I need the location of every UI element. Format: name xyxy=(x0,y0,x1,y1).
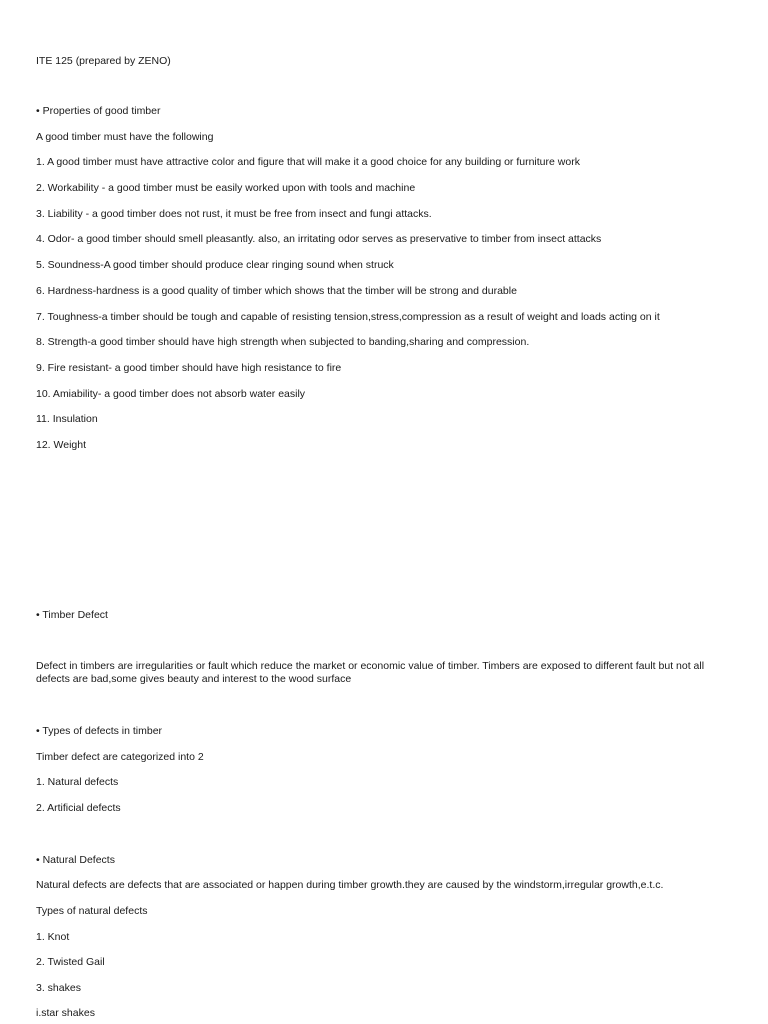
list-item: i.star shakes xyxy=(36,1007,95,1019)
types-intro: Timber defect are categorized into 2 xyxy=(36,751,204,763)
types-heading: • Types of defects in timber xyxy=(36,725,163,737)
document-header: ITE 125 (prepared by ZENO) xyxy=(36,55,171,67)
list-item: 1. Knot xyxy=(36,931,70,943)
list-item: 2. Workability - a good timber must be easily worked upon with tools and machine xyxy=(36,182,416,194)
list-item: 4. Odor- a good timber should smell pleasantly. also, an irritating odor serves as preservative to timber from insect attacks xyxy=(36,233,602,245)
natural-subheading: Types of natural defects xyxy=(36,905,148,917)
list-item: 1. Natural defects xyxy=(36,776,119,788)
list-item: 10. Amiability- a good timber does not absorb water easily xyxy=(36,388,306,400)
natural-heading: • Natural Defects xyxy=(36,854,115,866)
properties-intro: A good timber must have the following xyxy=(36,131,214,143)
natural-paragraph: Natural defects are defects that are associated or happen during timber growth.they are caused by the windstorm,irregular growth,e.t.c. xyxy=(36,879,664,891)
list-item: 6. Hardness-hardness is a good quality of timber which shows that the timber will be strong and durable xyxy=(36,285,517,297)
list-item: 1. A good timber must have attractive color and figure that will make it a good choice for any building or furniture work xyxy=(36,156,580,168)
list-item: 3. Liability - a good timber does not rust, it must be free from insect and fungi attacks. xyxy=(36,208,432,220)
defect-paragraph: Defect in timbers are irregularities or fault which reduce the market or economic value of timber. Timbers are exposed to different fault but not all defects are bad,some gives beauty and interest to the wood surface xyxy=(36,660,705,685)
list-item: 2. Artificial defects xyxy=(36,802,121,814)
list-item: 7. Toughness-a timber should be tough and capable of resisting tension,stress,compression as a result of weight and loads acting on it xyxy=(36,311,660,323)
list-item: 11. Insulation xyxy=(36,413,98,425)
list-item: 3. shakes xyxy=(36,982,81,994)
defect-heading: • Timber Defect xyxy=(36,609,108,621)
list-item: 8. Strength-a good timber should have high strength when subjected to banding,sharing and compression. xyxy=(36,336,530,348)
properties-heading: • Properties of good timber xyxy=(36,105,161,117)
list-item: 5. Soundness-A good timber should produce clear ringing sound when struck xyxy=(36,259,394,271)
list-item: 12. Weight xyxy=(36,439,87,451)
list-item: 2. Twisted Gail xyxy=(36,956,105,968)
list-item: 9. Fire resistant- a good timber should have high resistance to fire xyxy=(36,362,342,374)
